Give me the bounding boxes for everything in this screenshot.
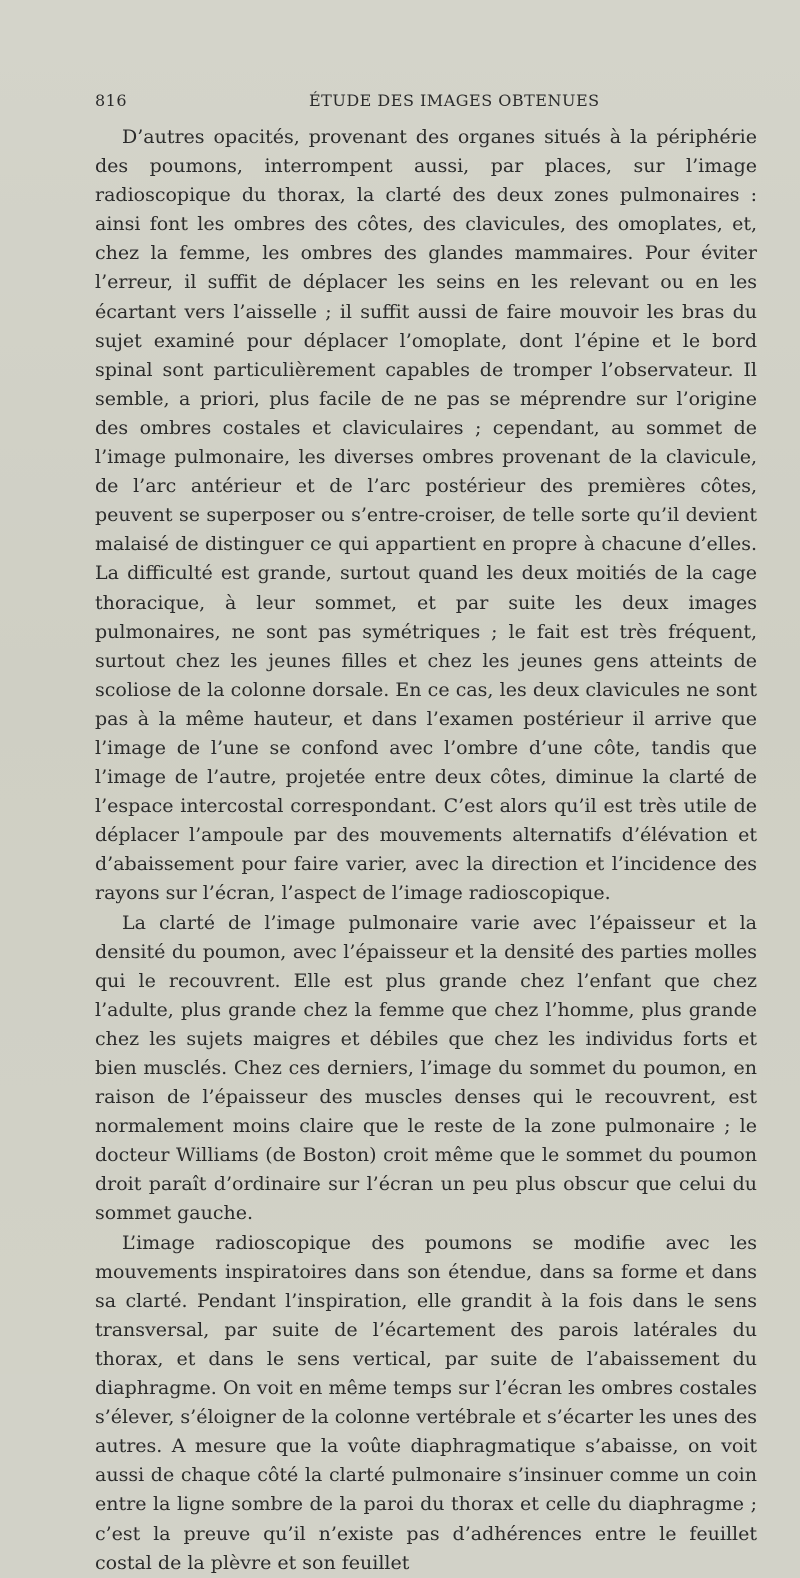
paragraph-clarity: La clarté de l’image pulmonaire varie avec l’épaisseur et la densité du poumon, avec l’épaisseur et la densité des parties molles qui le recouvrent. Elle est plus grande chez l’enfant que chez l’adulte, plus grande chez la femme que chez l’homme, plus grande chez les sujets maigres et débiles que chez les individus forts et bien musclés. Chez ces derniers, l’image du sommet du poumon, en raison de l’épaisseur des muscles denses qui le recouvrent, est normalement moins claire que le reste de la zone pulmonaire ; le docteur Williams (de Boston) croit même que le sommet du poumon droit paraît d’ordinaire sur l’écran un peu plus obscur que celui du sommet gauche. bbox=[95, 911, 757, 1225]
paragraph-inspiration: L’image radioscopique des poumons se modifie avec les mouvements inspiratoires dans son étendue, dans sa forme et dans sa clarté. Pendant l’inspiration, elle grandit à la fois dans le sens transversal, par suite de l’écartement des parois latérales du thorax, et dans le sens vertical, par suite de l’abaissement du diaphragme. On voit en même temps sur l’écran les ombres costales s’élever, s’éloigner de la colonne vertébrale et s’écarter les unes des autres. A mesure que la voûte diaphragmatique s’abaisse, on voit aussi de chaque côté la clarté pulmonaire s’insinuer comme un coin entre la ligne sombre de la paroi du thorax et celle du diaphragme ; c’est la preuve qu’il n’existe pas d’adhérences entre le feuillet costal de la plèvre et son feuillet bbox=[95, 1231, 757, 1574]
body-text bbox=[95, 123, 757, 1578]
paragraph-opacities: D’autres opacités, provenant des organes situés à la périphérie des poumons, interrompent aussi, par places, sur l’image radioscopique du thorax, la clarté des deux zones pulmonaires : ainsi font les ombres des côtes, des clavicules, des omoplates, et, chez la femme, les ombres des glandes mammaires. Pour éviter l’erreur, il suffit de déplacer les seins en les relevant ou en les écartant vers l’aisselle ; il suffit aussi de faire mouvoir les bras du sujet examiné pour déplacer l’omoplate, dont l’épine et le bord spinal sont particulièrement capables de tromper l’observateur. Il semble, a priori, plus facile de ne pas se méprendre sur l’origine des ombres costales et claviculaires ; cependant, au sommet de l’image pulmonaire, les diverses ombres provenant de la clavicule, de l’arc antérieur et de l’arc postérieur des premières côtes, peuvent se superposer ou s’entre-croiser, de telle sorte qu’il devient malaisé de distinguer ce qui appartient en propre à chacune d’elles. La difficulté est grande, surtout quand les deux moitiés de la cage thoracique, à leur sommet, et par suite les deux images pulmonaires, ne sont pas symétriques ; le fait est très fréquent, surtout chez les jeunes filles et chez les jeunes gens atteints de scoliose de la colonne dorsale. En ce cas, les deux clavicules ne sont pas à la même hauteur, et dans l’examen postérieur il arrive que l’image de l’une se confond avec l’ombre d’une côte, tandis que l’image de l’autre, projetée entre deux côtes, diminue la clarté de l’espace intercostal correspondant. C’est alors qu’il est très utile de déplacer l’ampoule par des mouvements alternatifs d’élévation et d’abaissement pour faire varier, avec la direction et l’incidence des rayons sur l’écran, l’aspect de l’image radioscopique. bbox=[95, 126, 757, 905]
running-title: ÉTUDE DES IMAGES OBTENUES bbox=[309, 91, 600, 110]
page-number: 816 bbox=[95, 91, 128, 110]
running-header bbox=[95, 91, 755, 117]
